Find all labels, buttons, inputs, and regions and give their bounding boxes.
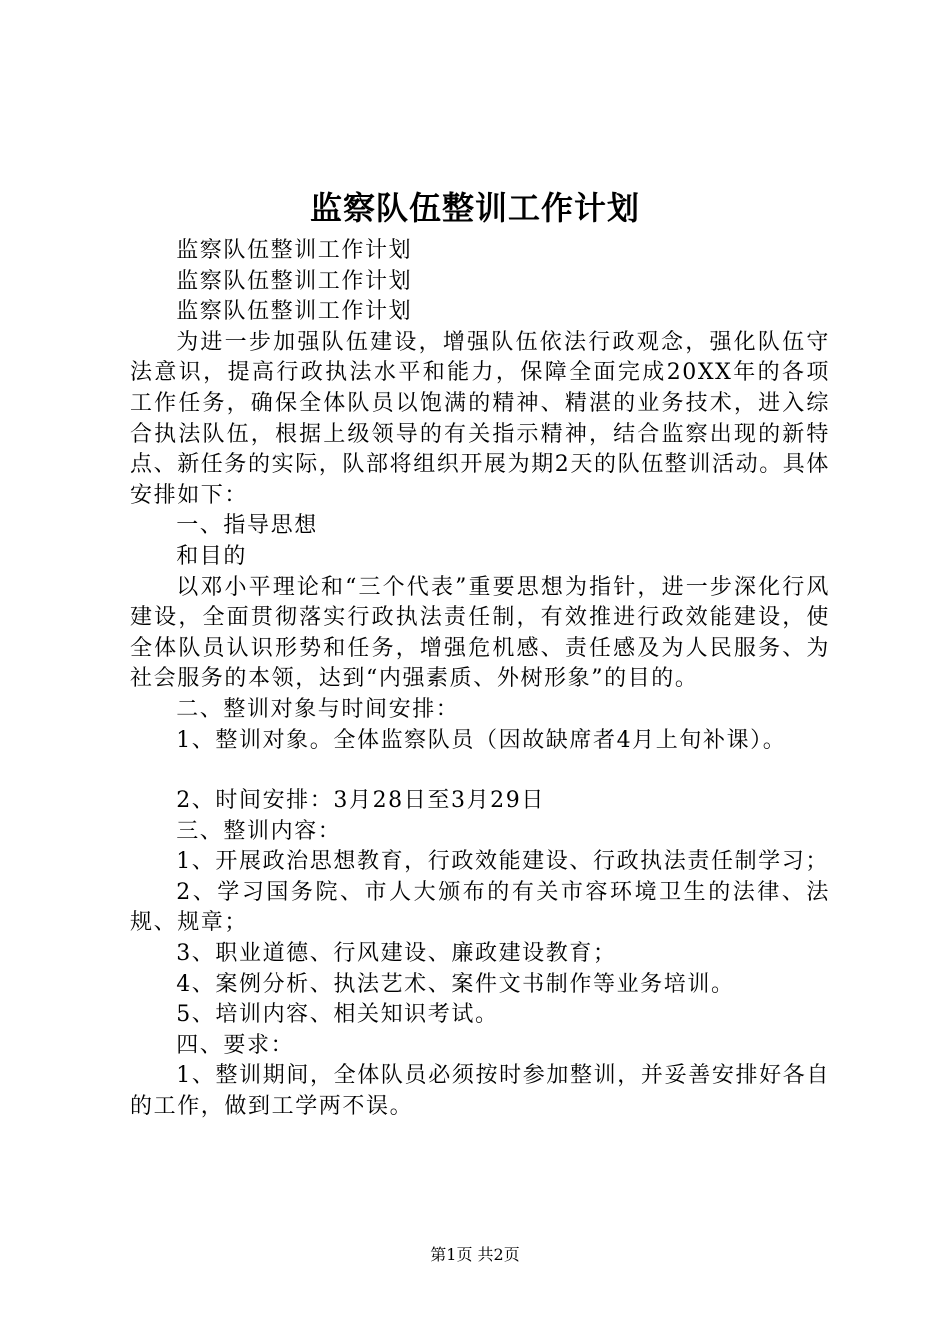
section-heading-continued: 和目的 [176,543,247,569]
section-heading: 三、整训内容： [176,818,342,844]
list-item: 3、职业道德、行风建设、廉政建设教育； [176,941,617,967]
section-heading: 一、指导思想 [176,513,318,539]
list-item: 4、案例分析、执法艺术、案件文书制作等业务培训。 [176,971,735,997]
list-item: 1、整训对象。全体监察队员（因故缺席者4月上旬补课）。 [176,727,787,753]
intro-paragraph: 为进一步加强队伍建设，增强队伍依法行政观念，强化队伍守法意识，提高行政执法水平和能力，保障全面完成20XX年的各项工作任务，确保全体队员以饱满的精神、精湛的业务技术，进入综合执法队伍，根据上级领导的有关指示精神，结合监察出现的新特点、新任务的实际，队部将组织开展为期2天的队伍整训活动。具体安排如下： [130,329,830,508]
subtitle-line: 监察队伍整训工作计划 [176,268,413,294]
list-item: 2、时间安排：3月28日至3月29日 [176,788,545,814]
document-body [130,236,830,1123]
list-item: 1、整训期间，全体队员必须按时参加整训，并妥善安排好各自的工作，做到工学两不误。 [130,1063,830,1120]
subtitle-line: 监察队伍整训工作计划 [176,299,413,325]
list-item: 2、学习国务院、市人大颁布的有关市容环境卫生的法律、法规、规章； [130,879,830,936]
list-item: 1、开展政治思想教育，行政效能建设、行政执法责任制学习； [176,849,829,875]
guiding-paragraph: 以邓小平理论和“三个代表”重要思想为指针，进一步深化行风建设，全面贯彻落实行政执法责任制，有效推进行政效能建设，使全体队员认识形势和任务，增强危机感、责任感及为人民服务、为社会服务的本领，达到“内强素质、外树形象”的目的。 [130,574,830,692]
list-item: 5、培训内容、相关知识考试。 [176,1002,499,1028]
page-number-footer: 第1页 共2页 [430,1245,520,1264]
section-heading: 四、要求： [176,1032,295,1058]
section-heading: 二、整训对象与时间安排： [176,696,460,722]
document-title: 监察队伍整训工作计划 [309,189,640,227]
subtitle-line: 监察队伍整训工作计划 [176,238,413,263]
